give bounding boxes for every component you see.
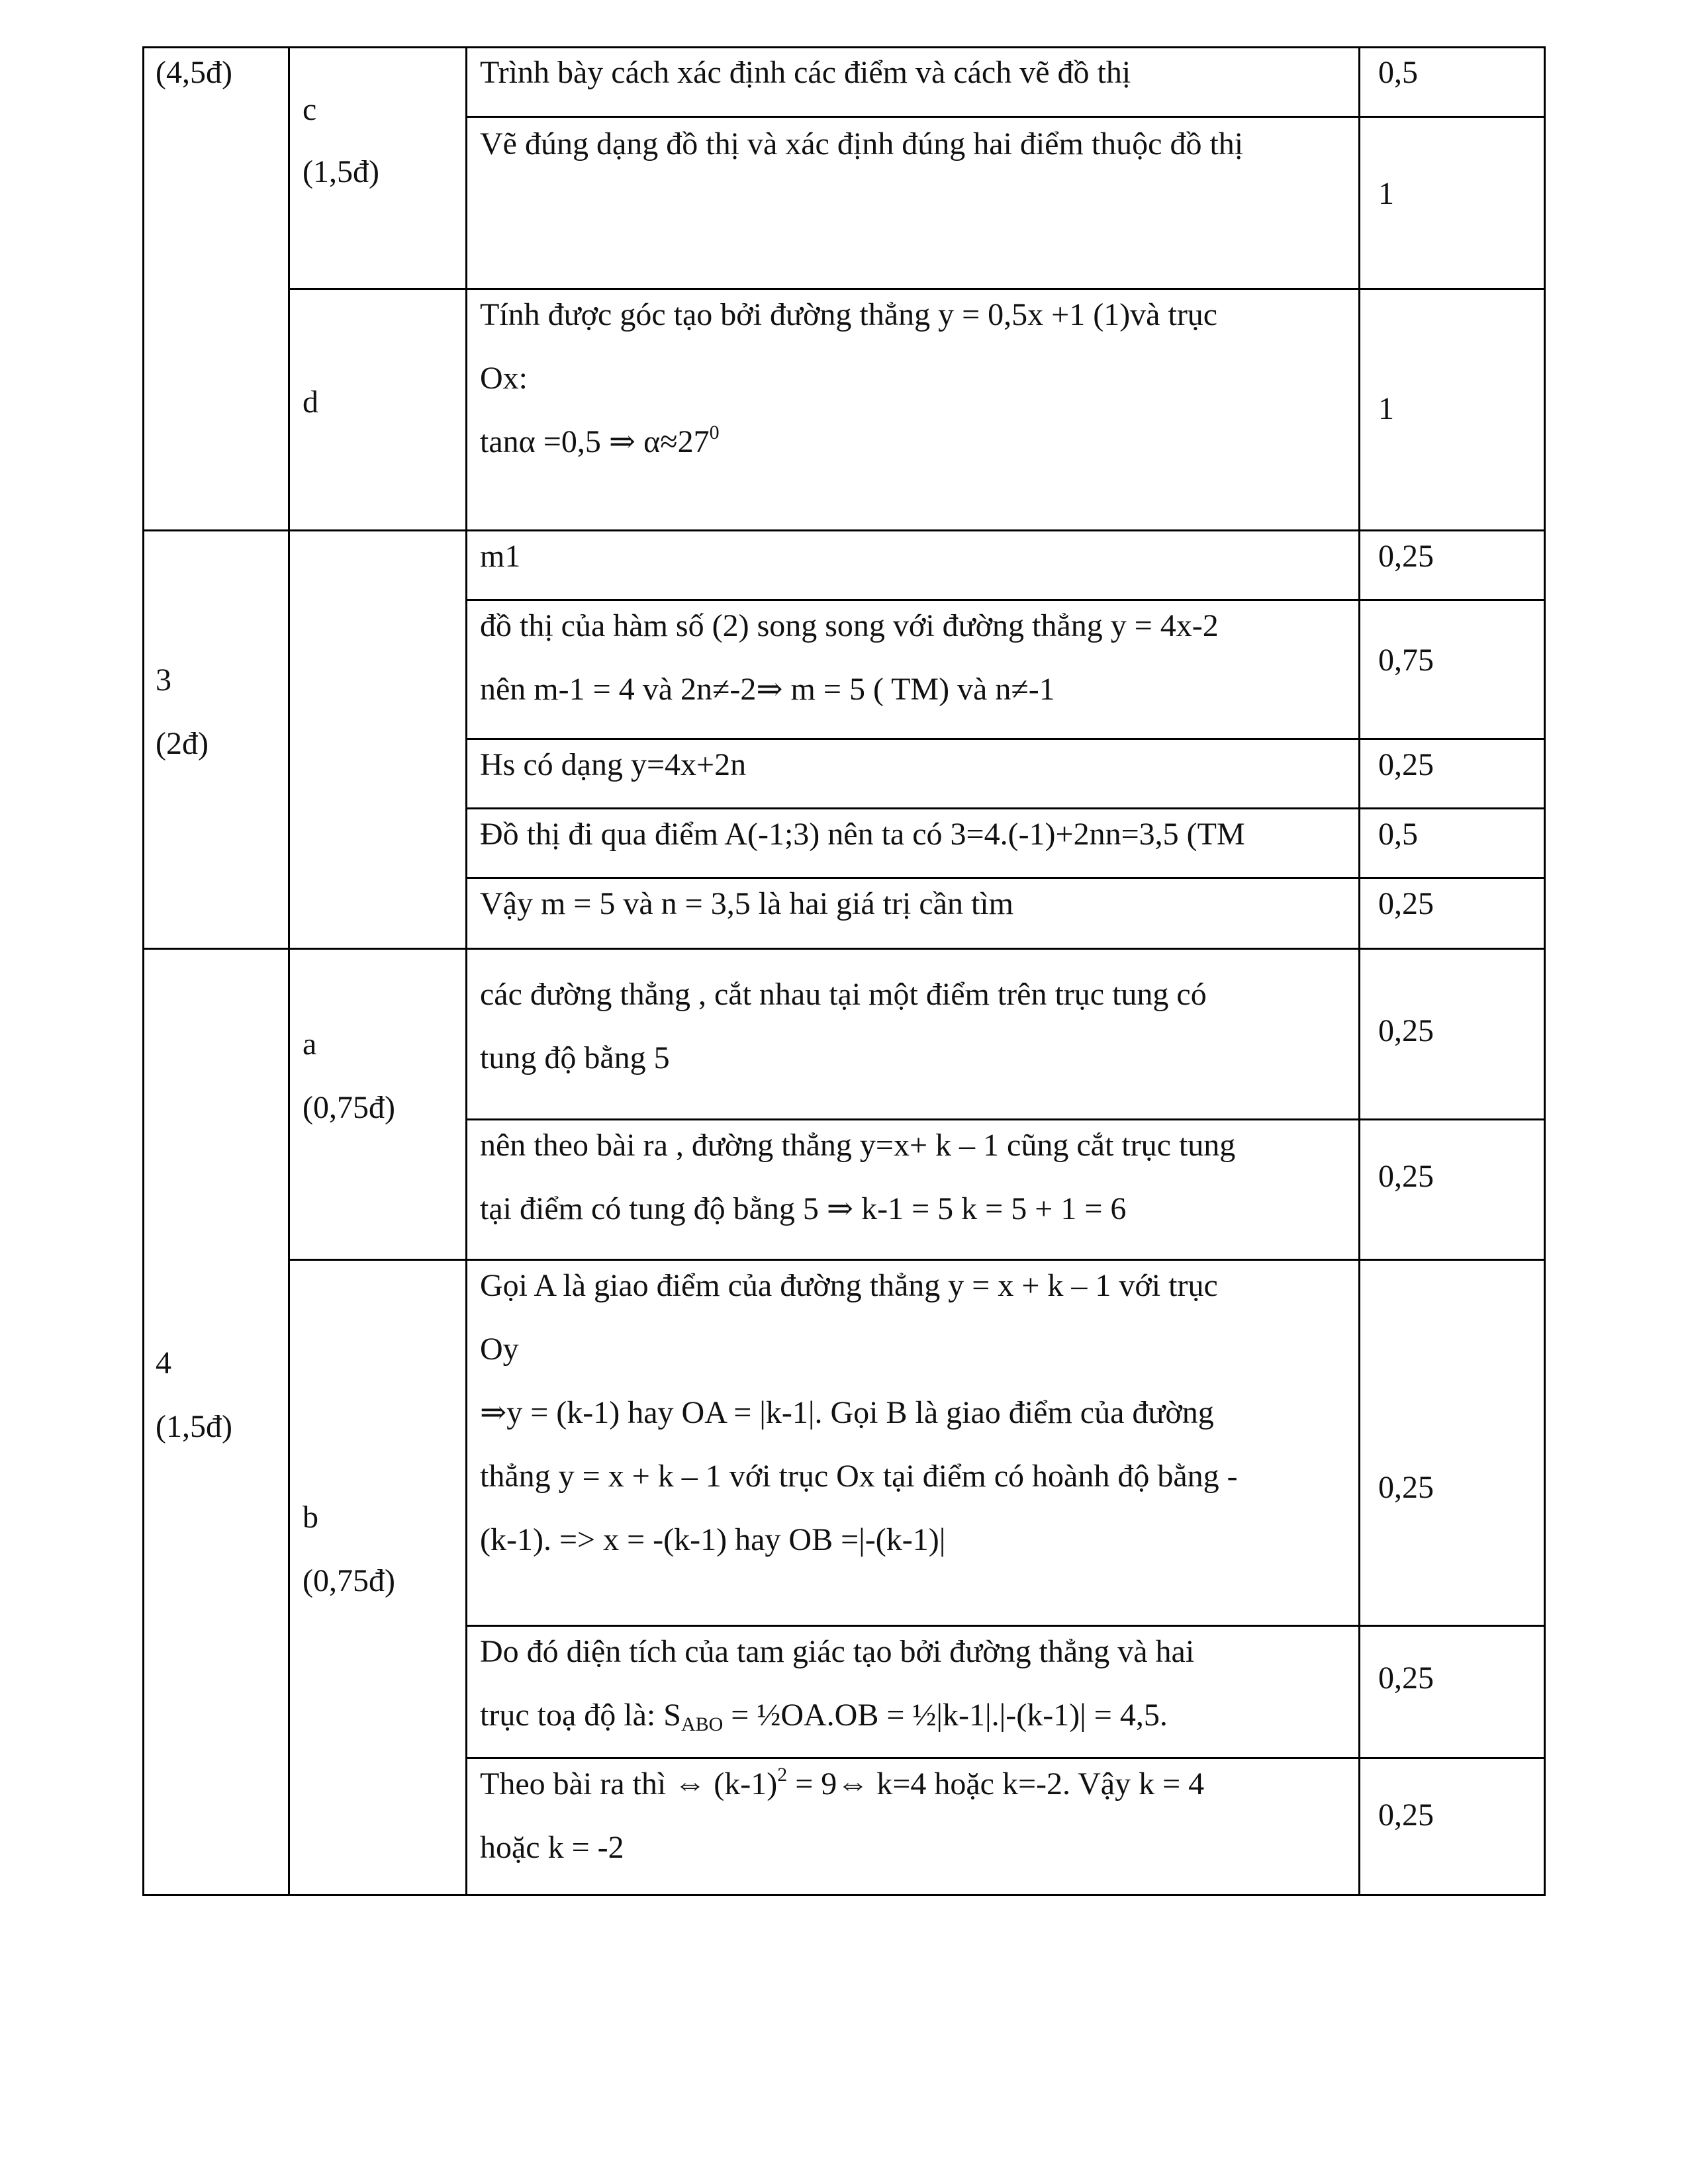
criterion-text: (k-1). => x = -(k-1) hay OB =|-(k-1)|: [480, 1522, 946, 1557]
criterion-text: Oy: [480, 1332, 519, 1367]
criterion-text: Vậy m = 5 và n = 3,5 là hai giá trị cần tìm: [480, 886, 1013, 921]
rule: [1358, 46, 1360, 1896]
criterion-text: tung độ bằng 5: [480, 1040, 670, 1075]
criterion-score: 0,5: [1378, 55, 1418, 90]
criterion-text: Gọi A là giao điểm của đường thẳng y = x + k – 1 với trục: [480, 1268, 1218, 1303]
rule: [1544, 46, 1546, 1896]
part-c-label: c: [303, 92, 317, 127]
part-a-label: a: [303, 1026, 317, 1062]
part-b-label: b: [303, 1500, 318, 1535]
criterion-text: các đường thẳng , cắt nhau tại một điểm trên trục tung có: [480, 977, 1207, 1012]
superscript: 0: [709, 422, 720, 443]
rule: [288, 46, 290, 1896]
part-d-label: d: [303, 385, 318, 420]
criterion-score: 1: [1378, 176, 1394, 211]
criterion-score: 0,25: [1378, 747, 1434, 782]
rule: [465, 46, 467, 1896]
criterion-score: 0,25: [1378, 1159, 1434, 1194]
criterion-formula: tanα =0,5 ⇒ $\alpha\approx 27^0$: [480, 422, 720, 459]
question-4-number: 4: [156, 1345, 171, 1381]
criterion-text: nên theo bài ra , đường thẳng y=x+ k – 1 cũng cắt trục tung: [480, 1128, 1236, 1163]
criterion-text: m1: [480, 539, 521, 574]
criterion-text: Hs có dạng y=4x+2n: [480, 747, 747, 782]
part-a-points: (0,75đ): [303, 1090, 395, 1125]
rule: [142, 1894, 1546, 1896]
question-4-points: (1,5đ): [156, 1409, 232, 1444]
criterion-text: thẳng y = x + k – 1 với trục Ox tại điểm có hoành độ bằng -: [480, 1459, 1238, 1494]
superscript: 2: [777, 1764, 788, 1786]
criterion-score: 0,5: [1378, 817, 1418, 852]
subscript: ABO: [680, 1713, 724, 1735]
criterion-text: Do đó diện tích của tam giác tạo bởi đường thẳng và hai: [480, 1634, 1195, 1669]
criterion-text: nên m-1 = 4 và 2n≠-2⇒ m = 5 ( TM) và n≠-1: [480, 672, 1055, 707]
criterion-score: 0,25: [1378, 1013, 1434, 1048]
criterion-score: 1: [1378, 391, 1394, 426]
criterion-score: 0,25: [1378, 539, 1434, 574]
criterion-score: 0,25: [1378, 1661, 1434, 1696]
criterion-text: tại điểm có tung độ bằng 5 ⇒ k-1 = 5 k = 5 + 1 = 6: [480, 1191, 1127, 1226]
criterion-text: Ox:: [480, 361, 528, 396]
question-2-points: (4,5đ): [156, 55, 232, 90]
rule: [142, 46, 144, 1896]
criterion-text: Vẽ đúng dạng đồ thị và xác định đúng hai điểm thuộc đồ thị: [480, 126, 1244, 161]
rule: [142, 948, 1546, 950]
criterion-text: hoặc k = -2: [480, 1830, 624, 1865]
criterion-score: 0,75: [1378, 643, 1434, 678]
criterion-text: Tính được góc tạo bởi đường thẳng y = 0,5x +1 (1)và trục: [480, 297, 1218, 332]
part-b-points: (0,75đ): [303, 1563, 395, 1598]
criterion-formula: Theo bài ra thì ⇔ $(k-1)^2$ = 9⇔ k=4 hoặc k=-2. Vậy k = 4: [480, 1764, 1205, 1801]
question-3-points: (2đ): [156, 726, 209, 761]
part-c-points: (1,5đ): [303, 154, 379, 189]
criterion-text: đồ thị của hàm số (2) song song với đường thẳng y = 4x-2: [480, 608, 1219, 643]
criterion-text: ⇒y = (k-1) hay OA = |k-1|. Gọi B là giao điểm của đường: [480, 1395, 1214, 1430]
criterion-text: Trình bày cách xác định các điểm và cách vẽ đồ thị: [480, 55, 1131, 90]
criterion-text: Đồ thị đi qua điểm A(-1;3) nên ta có 3=4.(-1)+2nn=3,5 (TM: [480, 817, 1245, 852]
question-3-number: 3: [156, 662, 171, 698]
criterion-formula: trục toạ độ là: $S_{ABO}$ = ½OA.OB = ½|k-1|.|-(k-1)| = 4,5.: [480, 1698, 1168, 1735]
criterion-score: 0,25: [1378, 1797, 1434, 1833]
criterion-score: 0,25: [1378, 1470, 1434, 1505]
rule: [142, 529, 1546, 531]
criterion-score: 0,25: [1378, 886, 1434, 921]
